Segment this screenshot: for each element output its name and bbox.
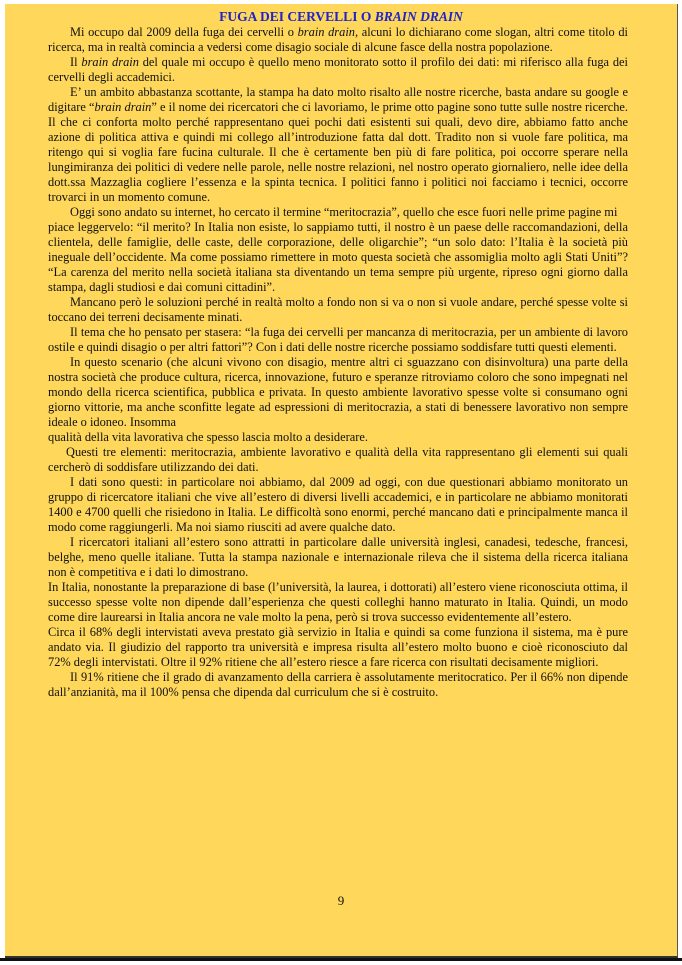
paragraph-1 xyxy=(48,25,628,55)
paragraph-2 xyxy=(48,55,628,85)
bottom-divider xyxy=(0,958,682,961)
body-text xyxy=(48,25,628,700)
paragraph-text: Il xyxy=(70,55,82,69)
paragraph-7: Il tema che ho pensato per stasera: “la fuga dei cervelli per mancanza di meritocrazia, per un ambiente di lavoro ostile e quindi disagio o per altri fattori”? Con i dati delle nostre ricerche possiamo soddisfare tutti questi elementi. xyxy=(48,325,628,354)
paragraph-12: I ricercatori italiani all’estero sono attratti in particolare dalle università inglesi, canadesi, tedesche, francesi, belghe, meno quelle italiane. Tutta la stampa nazionale e internazionale rileva che il sistema della ricerca italiana non è competitiva e i dati lo dimostrano. xyxy=(48,535,628,579)
paragraph-11: I dati sono questi: in particolare noi abbiamo, dal 2009 ad oggi, con due questionari abbiamo monitorato un gruppo di ricercatore italiani che vive all’estero di diversi livelli accademici, e in particolare ne abbiamo monitorati 1400 e 4700 quelli che risiedono in Italia. Le difficoltà sono enormi, perché mancano dati e principalmente manca il modo come raggiungerli. Ma noi siamo riusciti ad avere qualche dato. xyxy=(48,475,628,534)
paragraph-13: In Italia, nonostante la preparazione di base (l’università, la laurea, i dottorati) all’estero viene riconosciuta ottima, il successo spesse volte non dipende dall’esperienza che questi colleghi hanno maturato in Italia. Quindi, un modo come dire laurearsi in Italia ancora ne vale molto la pena, però si trova successo evidentemente all’estero. xyxy=(48,580,628,624)
title-italic: BRAIN DRAIN xyxy=(374,9,463,24)
document-page xyxy=(5,4,678,958)
paragraph-4: Oggi sono andato su internet, ho cercato il termine “meritocrazia”, quello che esce fuori nelle prime pagine mi xyxy=(70,205,618,219)
paragraph-emphasis: brain drain xyxy=(94,100,152,114)
paragraph-14: Circa il 68% degli intervistati aveva prestato già servizio in Italia e quindi sa come funziona il sistema, ma è pure andato via. Il giudizio del rapporto tra università e impresa risulta all’estero molto buono e cioè riconosciuto dal 72% degli intervistati. Oltre il 92% ritiene che all’estero riesce a fare ricerca con risultati decisamente migliori. xyxy=(48,625,628,669)
paragraph-9: qualità della vita lavorativa che spesso lascia molto a desiderare. xyxy=(48,430,368,444)
page-number: 9 xyxy=(337,893,345,908)
paragraph-3 xyxy=(48,85,628,205)
paragraph-text: ” e il nome dei ricercatori che ci lavoriamo, le prime otto pagine sono tutte sulle nostre ricerche. Il che ci conforta molto perché rappresentano quei pochi dati esistenti sui quali, devo dire, abbiamo fatto anche azione di politica attiva e quindi mi collego all’introduzione fatta dal dott. Tradito non si vuole fare politica, ma ritengo qui si voglia fare fucina culturale. Il che è certamente ben più di fare politica, poi occorre sperare nella lungimiranza dei politici di vedere nelle parole, nelle nostre relazioni, nel nostro operato giornaliero, nelle idee della dott.ssa Mazzaglia cogliere l’essenza e la spinta tecnica. I politici fanno i politici noi facciamo i tecnici, occorre trovarci in un momento comune. xyxy=(48,100,628,204)
paragraph-text: , alcuni lo dichiarano come slogan, altri come titolo di ricerca, ma in realtà comincia a vedersi come disagio sociale di alcune fasce della nostra popolazione. xyxy=(48,25,628,54)
paragraph-10: Questi tre elementi: meritocrazia, ambiente lavorativo e qualità della vita rappresentano gli elementi sui quali cercherò di soddisfare utilizzando dei dati. xyxy=(48,445,628,474)
paragraph-emphasis: brain drain xyxy=(81,55,139,69)
paragraph-text: del quale mi occupo è quello meno monitorato sotto il profilo dei dati: mi riferisco alla fuga dei cervelli degli accademici. xyxy=(48,55,628,84)
paragraph-text: Mi occupo dal 2009 della fuga dei cervelli o xyxy=(70,25,298,39)
title-main: FUGA DEI CERVELLI O xyxy=(219,9,372,24)
paragraph-text: E’ un ambito abbastanza scottante, la stampa ha dato molto risalto alle nostre ricerche, basta andare su google e digitare “ xyxy=(48,85,628,114)
page-title xyxy=(5,9,677,25)
paragraph-15: Il 91% ritiene che il grado di avanzamento della carriera è assolutamente meritocratico. Per il 66% non dipende dall’anzianità, ma il 100% pensa che dipenda dal curriculum che si è costruito. xyxy=(48,670,628,699)
paragraph-6: Mancano però le soluzioni perché in realtà molto a fondo non si va o non si vuole andare, perché spesse volte si toccano dei terreni decisamente minati. xyxy=(48,295,628,324)
paragraph-8: In questo scenario (che alcuni vivono con disagio, mentre altri ci sguazzano con disinvoltura) una parte della nostra società che produce cultura, ricerca, innovazione, futuro e speranze ritroviamo coloro che sono impegnati nel mondo della ricerca scientifica, pubblica e privata. In questo ambiente lavorativo spesse volte si consumano ogni giorno vittorie, ma anche sconfitte legate ad espressioni di meritocrazia, a stati di benessere lavorativo non sempre ideale o idoneo. Insomma xyxy=(48,355,628,429)
paragraph-5: piace leggervelo: “il merito? In Italia non esiste, lo sappiamo tutti, il nostro è un paese delle raccomandazioni, della clientela, delle famiglie, delle caste, delle corporazione, delle oligarchie”; “un solo dato: l’Italia è la società più ineguale dell’occidente. Ma come possiamo rimettere in moto questa società che assomiglia molto agli Stati Uniti”? “La carenza del merito nella società italiana sta diventando un tema sempre più urgente, ripreso ogni giorno dalla stampa, dagli studiosi e dai comuni cittadini”. xyxy=(48,220,628,294)
paragraph-emphasis: brain drain xyxy=(297,25,355,39)
